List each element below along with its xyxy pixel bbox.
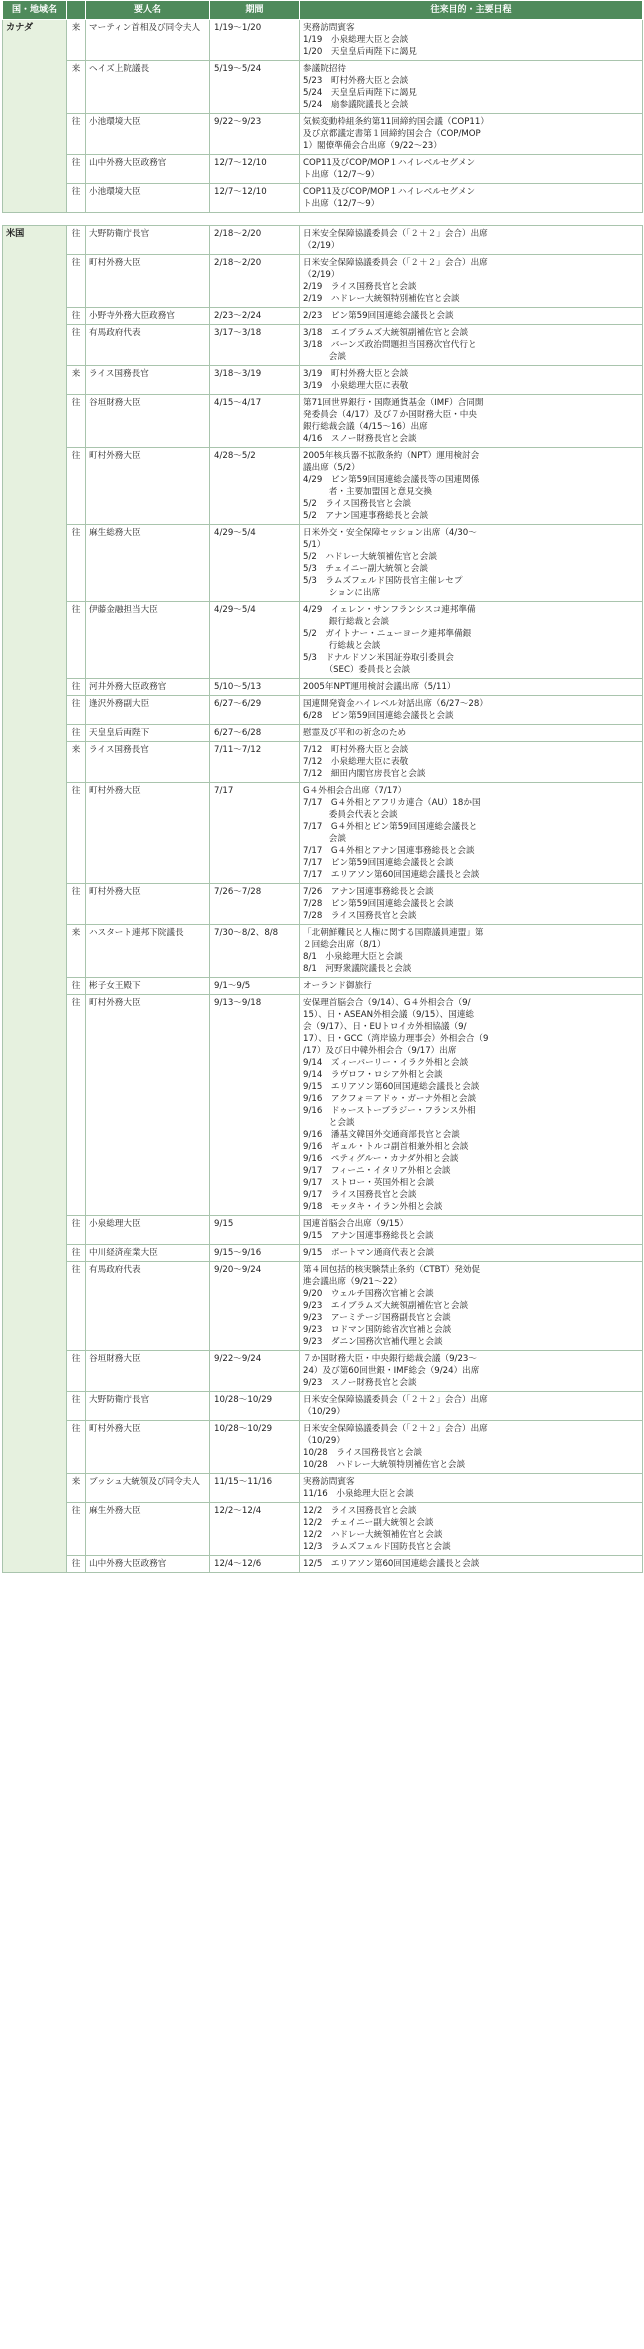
purpose-cell <box>300 679 643 696</box>
purpose-cell <box>300 602 643 679</box>
schedule-line: 1/20 天皇皇后両陛下に謁見 <box>303 47 417 57</box>
person-cell: 谷垣財務大臣 <box>86 395 210 448</box>
table-row <box>3 742 643 783</box>
person-cell: ヘイズ上院議長 <box>86 61 210 114</box>
person-cell: 逢沢外務副大臣 <box>86 696 210 725</box>
direction-cell: 往 <box>67 448 86 525</box>
person-cell: 町村外務大臣 <box>86 884 210 925</box>
schedule-line: 「北朝鮮難民と人権に関する国際議員連盟」第 <box>303 928 484 938</box>
schedule-line: 3/18 バーンズ政治問題担当国務次官代行と <box>303 340 477 350</box>
purpose-cell <box>300 742 643 783</box>
purpose-cell <box>300 255 643 308</box>
purpose-cell <box>300 184 643 213</box>
schedule-line: 5/3 チェイニー副大統領と会談 <box>303 564 428 574</box>
direction-cell: 往 <box>67 325 86 366</box>
schedule-line: 国連開発資金ハイレベル対話出席（6/27～28） <box>303 699 488 709</box>
schedule-line: 議出席（5/2） <box>303 463 360 473</box>
period-cell: 9/15 <box>210 1216 300 1245</box>
table-row <box>3 1351 643 1392</box>
schedule-line: 3/18 エイブラムズ大統領副補佐官と会談 <box>303 328 469 338</box>
schedule-line: 日米安全保障協議委員会（「２＋２」会合）出席 <box>303 229 488 239</box>
person-cell: 町村外務大臣 <box>86 783 210 884</box>
purpose-cell <box>300 525 643 602</box>
table-row <box>3 308 643 325</box>
period-cell: 4/29～5/4 <box>210 525 300 602</box>
schedule-line: 及び京都議定書第１回締約国会合（COP/MOP <box>303 129 481 139</box>
period-cell: 3/17～3/18 <box>210 325 300 366</box>
period-cell: 10/28～10/29 <box>210 1392 300 1421</box>
direction-cell: 往 <box>67 226 86 255</box>
period-cell: 7/11～7/12 <box>210 742 300 783</box>
person-cell: 彬子女王殿下 <box>86 978 210 995</box>
schedule-line: 12/3 ラムズフェルド国防長官と会談 <box>303 1542 451 1552</box>
table-row <box>3 1392 643 1421</box>
person-cell: 麻生外務大臣 <box>86 1503 210 1556</box>
direction-cell: 往 <box>67 1392 86 1421</box>
schedule-line: 5/24 扇参議院議長と会談 <box>303 100 409 110</box>
table-row <box>3 978 643 995</box>
schedule-line: 2/19 ライス国務長官と会談 <box>303 282 417 292</box>
table-row <box>3 448 643 525</box>
person-cell: 小池環境大臣 <box>86 114 210 155</box>
schedule-line: 11/16 小泉総理大臣と会談 <box>303 1489 414 1499</box>
period-cell: 4/15～4/17 <box>210 395 300 448</box>
purpose-cell <box>300 448 643 525</box>
person-cell: 山中外務大臣政務官 <box>86 155 210 184</box>
table-row <box>3 1216 643 1245</box>
period-cell: 12/4～12/6 <box>210 1556 300 1573</box>
schedule-line: 5/3 ラムズフェルド国防長官主催レセプ <box>303 576 463 586</box>
schedule-line: 9/23 アーミテージ国務副長官と会談 <box>303 1313 451 1323</box>
schedule-line: 4/16 スノー財務長官と会談 <box>303 434 417 444</box>
schedule-line: 9/14 ズィーバーリー・イラク外相と会談 <box>303 1058 469 1068</box>
schedule-line: 5/2 アナン国連事務総長と会談 <box>303 511 429 521</box>
schedule-line: G４外相会合出席（7/17） <box>303 786 407 796</box>
schedule-line: 7/17 ピン第59回国連総会議長と会談 <box>303 858 454 868</box>
header-period: 期間 <box>210 1 300 20</box>
direction-cell: 往 <box>67 978 86 995</box>
purpose-cell <box>300 61 643 114</box>
schedule-line: 第71回世界銀行・国際通貨基金（IMF）合同開 <box>303 398 484 408</box>
schedule-line: ７か国財務大臣・中央銀行総裁会議（9/23～ <box>303 1354 477 1364</box>
period-cell: 9/1～9/5 <box>210 978 300 995</box>
person-cell: 有馬政府代表 <box>86 325 210 366</box>
schedule-line: 1/19 小泉総理大臣と会談 <box>303 35 409 45</box>
purpose-cell <box>300 325 643 366</box>
schedule-line: 9/16 アクフォ＝アドゥ・ガーナ外相と会談 <box>303 1094 477 1104</box>
schedule-line: 9/17 ストロー・英国外相と会談 <box>303 1178 435 1188</box>
schedule-line: 慰霊及び平和の祈念のため <box>303 728 407 738</box>
table-row <box>3 226 643 255</box>
schedule-line: 日米安全保障協議委員会（「２＋２」会合）出席 <box>303 258 488 268</box>
schedule-line: 9/23 スノー財務長官と会談 <box>303 1378 417 1388</box>
table-row <box>3 184 643 213</box>
period-cell: 6/27～6/28 <box>210 725 300 742</box>
purpose-cell <box>300 395 643 448</box>
table-row <box>3 725 643 742</box>
schedule-line: 7/28 ライス国務長官と会談 <box>303 911 417 921</box>
person-cell: ライス国務長官 <box>86 742 210 783</box>
schedule-line: 実務訪問賓客 <box>303 23 355 33</box>
schedule-line: 日米安全保障協議委員会（「２＋２」会合）出席 <box>303 1395 488 1405</box>
person-cell: マーティン首相及び同令夫人 <box>86 20 210 61</box>
table-header-row <box>3 1 643 20</box>
direction-cell: 往 <box>67 255 86 308</box>
schedule-line: 1）閣僚準備会合出席（9/22～23） <box>303 141 442 151</box>
period-cell: 4/29～5/4 <box>210 602 300 679</box>
purpose-cell <box>300 226 643 255</box>
schedule-line: 9/16 ペティグルー・カナダ外相と会談 <box>303 1154 459 1164</box>
direction-cell: 往 <box>67 1216 86 1245</box>
schedule-line: 7/12 小泉総理大臣に表敬 <box>303 757 409 767</box>
schedule-line: 2/19 ハドレー大統領特別補佐官と会談 <box>303 294 460 304</box>
schedule-line: 銀行総裁と会談 <box>303 617 389 627</box>
purpose-cell <box>300 884 643 925</box>
direction-cell: 往 <box>67 1351 86 1392</box>
purpose-cell <box>300 1216 643 1245</box>
schedule-line: ト出席（12/7～9） <box>303 170 380 180</box>
schedule-line: 9/18 モッタキ・イラン外相と会談 <box>303 1202 443 1212</box>
schedule-line: 9/14 ラヴロフ・ロシア外相と会談 <box>303 1070 443 1080</box>
period-cell: 1/19～1/20 <box>210 20 300 61</box>
direction-cell: 往 <box>67 395 86 448</box>
table-row <box>3 155 643 184</box>
schedule-line: COP11及びCOP/MOP１ハイレベルセグメン <box>303 158 476 168</box>
section-gap <box>3 213 643 226</box>
table-row <box>3 1245 643 1262</box>
schedule-line: 会談 <box>303 834 346 844</box>
purpose-cell <box>300 1556 643 1573</box>
schedule-line: 15）、日・ASEAN外相会議（9/15）、国連総 <box>303 1010 475 1020</box>
schedule-line: 10/28 ライス国務長官と会談 <box>303 1448 422 1458</box>
purpose-cell <box>300 1392 643 1421</box>
schedule-line: 7/28 ピン第59回国連総会議長と会談 <box>303 899 454 909</box>
person-cell: 麻生総務大臣 <box>86 525 210 602</box>
schedule-line: 9/16 ギュル・トルコ副首相兼外相と会談 <box>303 1142 469 1152</box>
table-row <box>3 525 643 602</box>
period-cell: 5/19～5/24 <box>210 61 300 114</box>
schedule-line: 12/5 エリアソン第60回国連総会議長と会談 <box>303 1559 480 1569</box>
direction-cell: 往 <box>67 725 86 742</box>
schedule-line: ２回総会出席（8/1） <box>303 940 386 950</box>
period-cell: 12/7～12/10 <box>210 184 300 213</box>
period-cell: 4/28～5/2 <box>210 448 300 525</box>
schedule-line: 委員会代表と会談 <box>303 810 398 820</box>
schedule-line: /17）及び日中韓外相会合（9/17）出席 <box>303 1046 457 1056</box>
period-cell: 5/10～5/13 <box>210 679 300 696</box>
purpose-cell <box>300 725 643 742</box>
purpose-cell <box>300 366 643 395</box>
period-cell: 11/15～11/16 <box>210 1474 300 1503</box>
period-cell: 7/30～8/2、8/8 <box>210 925 300 978</box>
period-cell: 9/22～9/23 <box>210 114 300 155</box>
period-cell: 9/20～9/24 <box>210 1262 300 1351</box>
table-row <box>3 1262 643 1351</box>
person-cell: 伊藤金融担当大臣 <box>86 602 210 679</box>
period-cell: 2/18～2/20 <box>210 226 300 255</box>
schedule-line: （2/19） <box>303 270 340 280</box>
schedule-line: 9/15 エリアソン第60回国連総会議長と会談 <box>303 1082 480 1092</box>
direction-cell: 往 <box>67 1503 86 1556</box>
header-person: 要人名 <box>86 1 210 20</box>
schedule-line: 17）、日・GCC（湾岸協力理事会）外相会合（9 <box>303 1034 489 1044</box>
person-cell: ハスタート連邦下院議長 <box>86 925 210 978</box>
schedule-line: 10/28 ハドレー大統領特別補佐官と会談 <box>303 1460 466 1470</box>
schedule-line: COP11及びCOP/MOP１ハイレベルセグメン <box>303 187 476 197</box>
schedule-line: 5/2 ガイトナー・ニューヨーク連邦準備銀 <box>303 629 472 639</box>
direction-cell: 往 <box>67 884 86 925</box>
table-row <box>3 696 643 725</box>
header-purpose: 往来目的・主要日程 <box>300 1 643 20</box>
schedule-line: 12/2 チェイニー副大統領と会談 <box>303 1518 434 1528</box>
schedule-line: 参議院招待 <box>303 64 346 74</box>
period-cell: 9/15～9/16 <box>210 1245 300 1262</box>
schedule-line: （SEC）委員長と会談 <box>303 665 411 675</box>
period-cell: 9/13～9/18 <box>210 995 300 1216</box>
dignitary-exchange-table <box>2 0 643 1573</box>
schedule-line: 7/17 G４外相とピン第59回国連総会議長と <box>303 822 478 832</box>
schedule-line: 6/28 ピン第59回国連総会議長と会談 <box>303 711 454 721</box>
period-cell: 7/17 <box>210 783 300 884</box>
direction-cell: 来 <box>67 61 86 114</box>
direction-cell: 来 <box>67 925 86 978</box>
schedule-line: 3/19 町村外務大臣と会談 <box>303 369 409 379</box>
purpose-cell <box>300 925 643 978</box>
table-row <box>3 325 643 366</box>
table-row <box>3 366 643 395</box>
purpose-cell <box>300 308 643 325</box>
schedule-line: 7/26 アナン国連事務総長と会談 <box>303 887 434 897</box>
schedule-line: 5/2 ライス国務長官と会談 <box>303 499 412 509</box>
direction-cell: 来 <box>67 20 86 61</box>
schedule-line: 12/2 ハドレー大統領補佐官と会談 <box>303 1530 443 1540</box>
schedule-line: 12/2 ライス国務長官と会談 <box>303 1506 417 1516</box>
table-body <box>3 20 643 1573</box>
table-row <box>3 783 643 884</box>
direction-cell: 往 <box>67 1245 86 1262</box>
schedule-line: 2005年NPT運用検討会議出席（5/11） <box>303 682 456 692</box>
purpose-cell <box>300 1262 643 1351</box>
schedule-line: 発委員会（4/17）及び７か国財務大臣・中央 <box>303 410 477 420</box>
direction-cell: 来 <box>67 742 86 783</box>
schedule-line: 7/17 G４外相とアフリカ連合（AU）18か国 <box>303 798 481 808</box>
schedule-line: 日米外交・安全保障セッション出席（4/30～ <box>303 528 477 538</box>
period-cell: 3/18～3/19 <box>210 366 300 395</box>
schedule-line: 9/17 フィーニ・イタリア外相と会談 <box>303 1166 451 1176</box>
schedule-line: （10/29） <box>303 1407 345 1417</box>
purpose-cell <box>300 696 643 725</box>
schedule-line: 5/24 天皇皇后両陛下に謁見 <box>303 88 417 98</box>
person-cell: ブッシュ大統領及び同令夫人 <box>86 1474 210 1503</box>
purpose-cell <box>300 783 643 884</box>
schedule-line: 9/23 エイブラムズ大統領副補佐官と会談 <box>303 1301 469 1311</box>
person-cell: ライス国務長官 <box>86 366 210 395</box>
table-row <box>3 255 643 308</box>
table-row <box>3 395 643 448</box>
person-cell: 大野防衛庁長官 <box>86 226 210 255</box>
schedule-line: 9/23 ロドマン国防総省次官補と会談 <box>303 1325 452 1335</box>
person-cell: 山中外務大臣政務官 <box>86 1556 210 1573</box>
table-row <box>3 995 643 1216</box>
person-cell: 町村外務大臣 <box>86 1421 210 1474</box>
purpose-cell <box>300 20 643 61</box>
table-row <box>3 1474 643 1503</box>
schedule-line: 5/3 ドナルドソン米国証券取引委員会 <box>303 653 454 663</box>
schedule-line: 7/17 エリアソン第60回国連総会議長と会談 <box>303 870 480 880</box>
schedule-line: 24）及び第60回世銀・IMF総会（9/24）出席 <box>303 1366 480 1376</box>
purpose-cell <box>300 155 643 184</box>
person-cell: 天皇皇后両陛下 <box>86 725 210 742</box>
section-gap-cell <box>3 213 643 226</box>
table-row <box>3 925 643 978</box>
direction-cell: 往 <box>67 184 86 213</box>
table-row <box>3 61 643 114</box>
schedule-line: 進会議出席（9/21～22） <box>303 1277 402 1287</box>
exchange-table-container <box>2 0 642 1573</box>
schedule-line: 9/15 ポートマン通商代表と会談 <box>303 1248 435 1258</box>
table-row <box>3 1556 643 1573</box>
person-cell: 町村外務大臣 <box>86 255 210 308</box>
schedule-line: 実務訪問賓客 <box>303 1477 355 1487</box>
schedule-line: 会談 <box>303 352 346 362</box>
schedule-line: 5/1） <box>303 540 326 550</box>
person-cell: 河井外務大臣政務官 <box>86 679 210 696</box>
schedule-line: 9/16 潘基文韓国外交通商部長官と会談 <box>303 1130 460 1140</box>
person-cell: 大野防衛庁長官 <box>86 1392 210 1421</box>
person-cell: 小泉総理大臣 <box>86 1216 210 1245</box>
period-cell: 6/27～6/29 <box>210 696 300 725</box>
purpose-cell <box>300 1474 643 1503</box>
direction-cell: 往 <box>67 308 86 325</box>
schedule-line: 9/23 ダニン国務次官補代理と会談 <box>303 1337 443 1347</box>
schedule-line: 日米安全保障協議委員会（「２＋２」会合）出席 <box>303 1424 488 1434</box>
schedule-line: 9/17 ライス国務長官と会談 <box>303 1190 417 1200</box>
person-cell: 小池環境大臣 <box>86 184 210 213</box>
table-row <box>3 884 643 925</box>
direction-cell: 往 <box>67 525 86 602</box>
schedule-line: 第４回包括的核実験禁止条約（CTBT）発効促 <box>303 1265 481 1275</box>
schedule-line: 9/16 ドゥーストーブラジー・フランス外相 <box>303 1106 476 1116</box>
period-cell: 12/7～12/10 <box>210 155 300 184</box>
person-cell: 中川経済産業大臣 <box>86 1245 210 1262</box>
schedule-line: （10/29） <box>303 1436 345 1446</box>
header-direction <box>67 1 86 20</box>
country-cell: カナダ <box>3 20 67 213</box>
schedule-line: 4/29 イェレン・サンフランシスコ連邦準備 <box>303 605 476 615</box>
schedule-line: 3/19 小泉総理大臣に表敬 <box>303 381 409 391</box>
schedule-line: 9/20 ウェルチ国務次官補と会談 <box>303 1289 434 1299</box>
direction-cell: 往 <box>67 155 86 184</box>
person-cell: 町村外務大臣 <box>86 995 210 1216</box>
schedule-line: と会談 <box>303 1118 355 1128</box>
direction-cell: 往 <box>67 1421 86 1474</box>
person-cell: 小野寺外務大臣政務官 <box>86 308 210 325</box>
period-cell: 7/26～7/28 <box>210 884 300 925</box>
schedule-line: ションに出席 <box>303 588 381 598</box>
period-cell: 2/18～2/20 <box>210 255 300 308</box>
purpose-cell <box>300 114 643 155</box>
schedule-line: 8/1 小泉総理大臣と会談 <box>303 952 403 962</box>
schedule-line: 7/17 G４外相とアナン国連事務総長と会談 <box>303 846 475 856</box>
period-cell: 9/22～9/24 <box>210 1351 300 1392</box>
table-row <box>3 20 643 61</box>
direction-cell: 来 <box>67 366 86 395</box>
direction-cell: 往 <box>67 1556 86 1573</box>
schedule-line: ト出席（12/7～9） <box>303 199 380 209</box>
direction-cell: 往 <box>67 995 86 1216</box>
schedule-line: 会（9/17）、日・EUトロイカ外相協議（9/ <box>303 1022 467 1032</box>
purpose-cell <box>300 1421 643 1474</box>
direction-cell: 往 <box>67 602 86 679</box>
schedule-line: 4/29 ピン第59回国連総会議長等の国連関係 <box>303 475 480 485</box>
schedule-line: 5/23 町村外務大臣と会談 <box>303 76 409 86</box>
schedule-line: 安保理首脳会合（9/14）、G４外相会合（9/ <box>303 998 471 1008</box>
direction-cell: 往 <box>67 1262 86 1351</box>
schedule-line: 者・主要加盟国と意見交換 <box>303 487 432 497</box>
period-cell: 10/28～10/29 <box>210 1421 300 1474</box>
schedule-line: オーランド御旅行 <box>303 981 372 991</box>
table-row <box>3 1421 643 1474</box>
period-cell: 2/23～2/24 <box>210 308 300 325</box>
schedule-line: 7/12 細田内閣官房長官と会談 <box>303 769 426 779</box>
person-cell: 谷垣財務大臣 <box>86 1351 210 1392</box>
schedule-line: 2/23 ピン第59回国連総会議長と会談 <box>303 311 454 321</box>
table-row <box>3 602 643 679</box>
schedule-line: 銀行総裁会議（4/15～16）出席 <box>303 422 428 432</box>
direction-cell: 往 <box>67 114 86 155</box>
schedule-line: 国連首脳会合出席（9/15） <box>303 1219 409 1229</box>
period-cell: 12/2～12/4 <box>210 1503 300 1556</box>
schedule-line: 7/12 町村外務大臣と会談 <box>303 745 409 755</box>
direction-cell: 往 <box>67 696 86 725</box>
schedule-line: 9/15 アナン国連事務総長と会談 <box>303 1231 434 1241</box>
schedule-line: 8/1 河野衆議院議長と会談 <box>303 964 412 974</box>
schedule-line: （2/19） <box>303 241 340 251</box>
purpose-cell <box>300 978 643 995</box>
direction-cell: 来 <box>67 1474 86 1503</box>
purpose-cell <box>300 1351 643 1392</box>
country-cell: 米国 <box>3 226 67 1573</box>
direction-cell: 往 <box>67 679 86 696</box>
schedule-line: 5/2 ハドレー大統領補佐官と会談 <box>303 552 437 562</box>
direction-cell: 往 <box>67 783 86 884</box>
person-cell: 有馬政府代表 <box>86 1262 210 1351</box>
person-cell: 町村外務大臣 <box>86 448 210 525</box>
schedule-line: 気候変動枠組条約第11回締約国会議（COP11） <box>303 117 489 127</box>
purpose-cell <box>300 1503 643 1556</box>
header-country: 国・地域名 <box>3 1 67 20</box>
purpose-cell <box>300 1245 643 1262</box>
schedule-line: 行総裁と会談 <box>303 641 381 651</box>
table-row <box>3 1503 643 1556</box>
schedule-line: 2005年核兵器不拡散条約（NPT）運用検討会 <box>303 451 480 461</box>
table-row <box>3 679 643 696</box>
table-row <box>3 114 643 155</box>
purpose-cell <box>300 995 643 1216</box>
